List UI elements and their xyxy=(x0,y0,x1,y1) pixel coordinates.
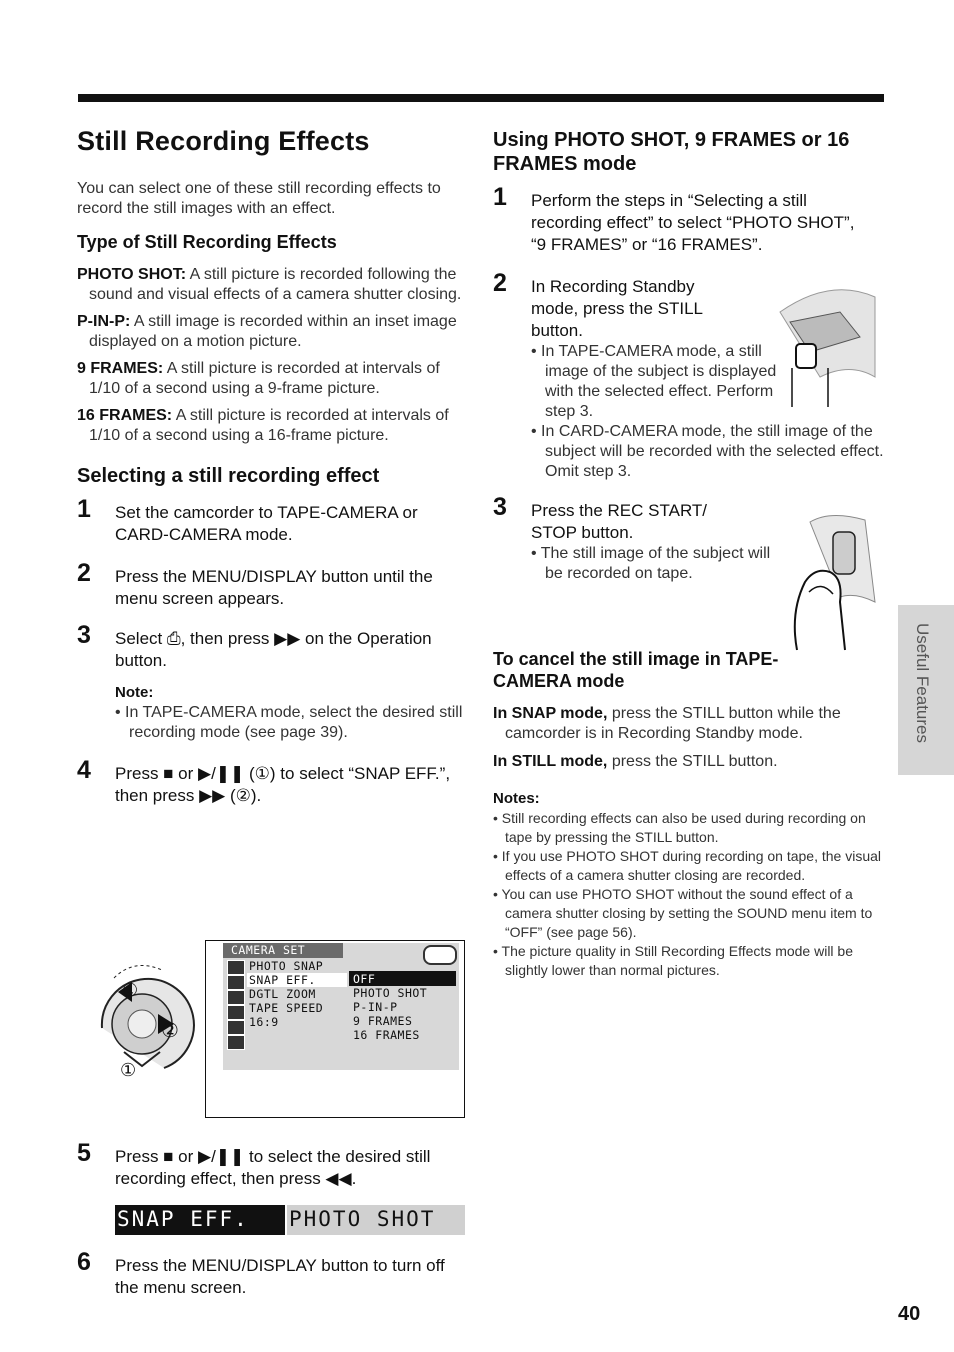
lcd-menu-icon xyxy=(227,1005,245,1020)
operation-button-illustration xyxy=(84,948,204,1088)
side-tab xyxy=(898,605,954,775)
menu-row-photo-snap: PHOTO SNAP xyxy=(249,959,324,973)
note-3: • You can use PHOTO SHOT without the sound effect of a camera shutter closing by setting the SOUND menu item to “OFF” (see page 56). xyxy=(493,886,873,940)
step2-bullet-card: • In CARD-CAMERA mode, the still image of the subject will be recorded with the selected effect. Omit step 3. xyxy=(531,423,884,480)
left-column-last xyxy=(77,1248,472,1317)
menu-row-16-9: 16:9 xyxy=(249,1015,279,1029)
cancel-heading: To cancel the still image in TAPE-CAMERA mode xyxy=(493,649,779,691)
types-heading: Type of Still Recording Effects xyxy=(77,232,337,252)
left-column-lower xyxy=(77,1139,472,1208)
note-heading: Note: xyxy=(115,684,154,701)
callout-2: ② xyxy=(161,1020,179,1042)
page-title: Still Recording Effects xyxy=(77,126,370,156)
display-menu-icon xyxy=(227,1020,245,1035)
option-16-frames: 16 FRAMES xyxy=(353,1028,420,1042)
camera-still-button-illustration xyxy=(770,282,880,412)
cancel-still: In STILL mode, press the STILL button. xyxy=(493,753,778,770)
using-step-3: 3 Press the REC START/ STOP button. • The still image of the subject will be recorded on tape. xyxy=(493,500,888,584)
still-menu-icon xyxy=(227,975,245,990)
intro-text: You can select one of these still recording effects to record the still images with an effect. xyxy=(77,180,441,217)
top-rule xyxy=(78,94,884,102)
hand-rec-button-illustration xyxy=(785,512,880,657)
select-step-2: 2 Press the MENU/DISPLAY button until the menu screen appears. xyxy=(77,559,433,608)
return-menu-icon xyxy=(227,1035,245,1050)
option-9-frames: 9 FRAMES xyxy=(353,1014,413,1028)
note-2: • If you use PHOTO SHOT during recording on tape, the visual effects of a camera shutter closing are recorded. xyxy=(493,848,882,883)
menu-row-snap-eff: SNAP EFF. xyxy=(249,973,316,987)
select-step-3: 3 Select ⎙, then press ▶▶ on the Operation button. xyxy=(77,621,432,670)
option-off: OFF xyxy=(353,972,376,986)
cancel-snap: In SNAP mode, press the STILL button while the camcorder is in Recording Standby mode. xyxy=(493,705,841,742)
tape-icon xyxy=(423,945,457,965)
snap-eff-bar xyxy=(115,1205,465,1235)
using-heading: Using PHOTO SHOT, 9 FRAMES or 16 FRAMES mode xyxy=(493,129,850,175)
step2-bullet-tape: • In TAPE-CAMERA mode, a still image of the subject is displayed with the selected effect. Perform step 3. xyxy=(531,343,777,420)
select-step-1: 1 Set the camcorder to TAPE-CAMERA or CARD-CAMERA mode. xyxy=(77,495,418,544)
type-16-frames: 16 FRAMES: A still picture is recorded at intervals of 1/10 of a second using a 16-frame picture. xyxy=(77,407,449,444)
callout-1-bottom: ① xyxy=(120,1060,137,1080)
note-text: • In TAPE-CAMERA mode, select the desired still recording mode (see page 39). xyxy=(115,704,463,741)
type-9-frames: 9 FRAMES: A still picture is recorded at intervals of 1/10 of a second using a 9-frame picture. xyxy=(77,360,440,397)
select-step-6: 6 Press the MENU/DISPLAY button to turn off the menu screen. xyxy=(77,1248,445,1297)
type-p-in-p: P-IN-P: A still image is recorded within an inset image displayed on a motion picture. xyxy=(77,313,457,350)
setup-menu-icon xyxy=(227,990,245,1005)
select-step-5: 5 Press ■ or ▶/❚❚ to select the desired still recording effect, then press ◀◀. xyxy=(77,1139,431,1188)
snap-eff-value: PHOTO SHOT xyxy=(289,1207,436,1231)
menu-row-dgtl-zoom: DGTL ZOOM xyxy=(249,987,316,1001)
note-1: • Still recording effects can also be used during recording on tape by pressing the STILL button. xyxy=(493,810,866,845)
menu-screen-box xyxy=(205,940,465,1118)
callout-1-top: ① xyxy=(122,980,139,1000)
camera-menu-icon xyxy=(227,960,245,975)
step3-bullet: • The still image of the subject will be recorded on tape. xyxy=(531,545,771,582)
notes-heading: Notes: xyxy=(493,790,540,807)
option-photo-shot: PHOTO SHOT xyxy=(353,986,428,1000)
select-step-4: 4 Press ■ or ▶/❚❚ (①) to select “SNAP EFF.”, then press ▶▶ (②). xyxy=(77,756,451,805)
select-heading: Selecting a still recording effect xyxy=(77,465,380,487)
using-step-2: 2 In Recording Standby mode, press the STILL button. • In TAPE-CAMERA mode, a still image of the subject is displayed with the selected effect. Perform step 3. • In CARD-CAMERA mode, the still image of the subject will be recorded with the selected effect. Omit step 3. xyxy=(493,269,884,480)
menu-screen xyxy=(223,943,459,1070)
page-number: 40 xyxy=(898,1303,921,1325)
option-p-in-p: P-IN-P xyxy=(353,1000,398,1014)
menu-header: CAMERA SET xyxy=(231,943,306,957)
using-step-1: 1 Perform the steps in “Selecting a still recording effect” to select “PHOTO SHOT”, “9 FRAMES” or “16 FRAMES”. xyxy=(493,183,855,254)
side-tab-label: Useful Features xyxy=(913,623,932,743)
snap-eff-label: SNAP EFF. xyxy=(117,1207,249,1231)
menu-row-tape-speed: TAPE SPEED xyxy=(249,1001,324,1015)
type-photo-shot: PHOTO SHOT: A still picture is recorded following the sound and visual effects of a camera shutter closing. xyxy=(77,266,462,303)
left-column xyxy=(77,126,472,825)
note-4: • The picture quality in Still Recording Effects mode will be slightly lower than normal pictures. xyxy=(493,943,854,978)
